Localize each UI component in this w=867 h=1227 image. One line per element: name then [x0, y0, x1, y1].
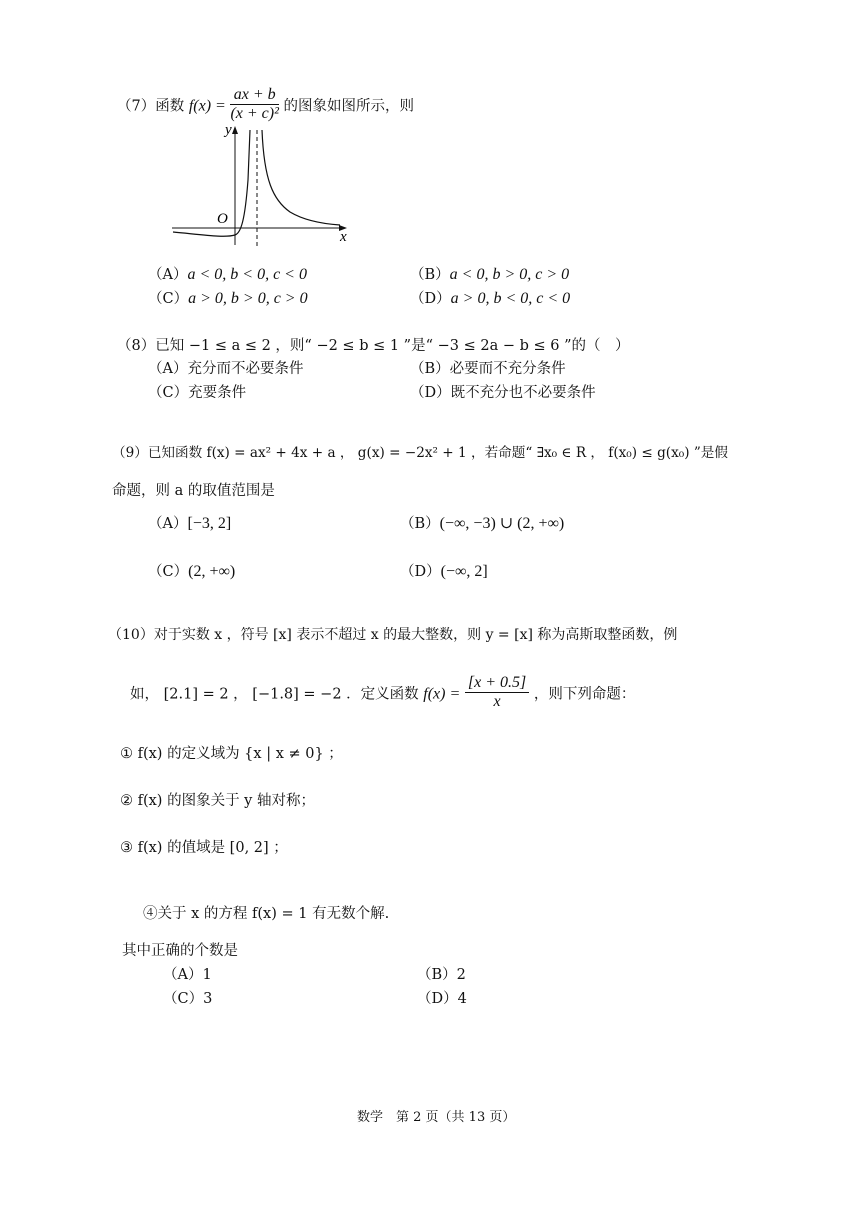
option-label: （D） [410, 385, 451, 401]
q10-option-d [417, 989, 467, 1009]
q10-example-suffix: ，则下列命题： [533, 686, 636, 703]
q10-proposition-3: ③ f(x) 的值域是 [0, 2] ； [120, 840, 288, 856]
option-text: 3 [203, 991, 213, 1007]
q10-stem-line2 [130, 676, 635, 713]
option-text: 充要条件 [188, 385, 247, 401]
q8-option-a [148, 359, 303, 379]
q10-example: 如， [2.1] = 2 ， [−1.8] = −2 ．定义函数 [130, 686, 419, 703]
q7-graph [165, 120, 365, 250]
option-text: (2, +∞) [188, 563, 236, 580]
option-text: a > 0, b < 0, c < 0 [450, 290, 571, 307]
q10-numerator: [x + 0.5] [465, 674, 529, 693]
q10-fraction [465, 674, 529, 711]
option-label: （A） [163, 967, 203, 983]
q7-numerator: ax + b [230, 86, 278, 105]
option-text: a > 0, b > 0, c > 0 [188, 290, 308, 307]
q10-option-b [417, 965, 466, 985]
q7-fraction [230, 86, 278, 123]
q9-option-a [148, 514, 231, 534]
option-text: a < 0, b > 0, c > 0 [449, 266, 570, 283]
option-text: a < 0, b < 0, c < 0 [187, 266, 307, 283]
q7-stem-prefix: （7）函数 [117, 98, 185, 115]
option-text: 必要而不充分条件 [449, 361, 566, 377]
option-label: （C） [148, 564, 189, 580]
q7-denominator: (x + c)² [230, 105, 279, 122]
q7-option-c [148, 289, 308, 309]
q10-question: 其中正确的个数是 [122, 943, 238, 959]
option-text: 1 [202, 967, 212, 983]
option-label: （A） [148, 267, 188, 283]
option-label: （C） [163, 991, 204, 1007]
q7-option-b [410, 265, 569, 285]
q9-stem-line1: （9）已知函数 f(x) = ax² + 4x + a ， g(x) = −2x² + 1 ，若命题“ ∃x₀ ∈ R ， f(x₀) ≤ g(x₀) ”是假 [112, 445, 728, 461]
option-text: [−3, 2] [187, 515, 232, 532]
origin-label: O [217, 211, 228, 227]
q9-option-c [148, 562, 235, 582]
q10-stem-line1: （10）对于实数 x ，符号 [x] 表示不超过 x 的最大整数，则 y = [x] 称为高斯取整函数，例 [108, 627, 678, 643]
q8-option-c [148, 383, 246, 403]
q10-option-c [163, 989, 212, 1009]
curve-right-branch [262, 130, 340, 225]
option-label: （A） [148, 516, 188, 532]
q8-option-b [410, 359, 566, 379]
q7-stem-suffix: 的图象如图所示，则 [283, 98, 415, 115]
q9-stem-line2: 命题，则 a 的取值范围是 [112, 483, 275, 499]
y-axis-label: y [225, 122, 232, 138]
option-text: 4 [457, 991, 467, 1007]
option-label: （A） [148, 361, 188, 377]
q9-option-b [400, 514, 564, 534]
option-label: （D） [410, 291, 451, 307]
q10-option-a [163, 965, 212, 985]
option-text: (−∞, 2] [440, 563, 488, 580]
q10-proposition-4: ④关于 x 的方程 f(x) = 1 有无数个解. [143, 906, 390, 922]
q10-function-lhs: f(x) = [423, 685, 461, 703]
y-axis-arrow [232, 126, 238, 134]
option-label: （B） [400, 516, 440, 532]
option-label: （D） [400, 564, 441, 580]
option-text: (−∞, −3) ∪ (2, +∞) [439, 515, 565, 532]
option-label: （C） [148, 291, 189, 307]
x-axis-label: x [340, 229, 347, 245]
q10-proposition-2: ② f(x) 的图象关于 y 轴对称； [120, 793, 315, 809]
q7-option-a [148, 265, 307, 285]
option-label: （B） [417, 967, 457, 983]
q10-proposition-1: ① f(x) 的定义域为 {x | x ≠ 0} ； [120, 746, 343, 762]
q10-denominator: x [493, 693, 501, 710]
option-label: （C） [148, 385, 189, 401]
option-text: 既不充分也不必要条件 [450, 385, 596, 401]
q7-option-d [410, 289, 570, 309]
page-footer: 数学 第 2 页（共 13 页） [357, 1110, 516, 1125]
curve-left-branch [173, 130, 250, 236]
option-text: 充分而不必要条件 [187, 361, 304, 377]
option-text: 2 [456, 967, 466, 983]
option-label: （B） [410, 361, 450, 377]
option-label: （D） [417, 991, 458, 1007]
q7-function-lhs: f(x) = [188, 97, 226, 115]
q8-option-d [410, 383, 596, 403]
q8-stem: （8）已知 −1 ≤ a ≤ 2 ，则“ −2 ≤ b ≤ 1 ”是“ −3 ≤ 2a − b ≤ 6 ”的（ ） [117, 338, 630, 354]
q9-option-d [400, 562, 488, 582]
option-label: （B） [410, 267, 450, 283]
